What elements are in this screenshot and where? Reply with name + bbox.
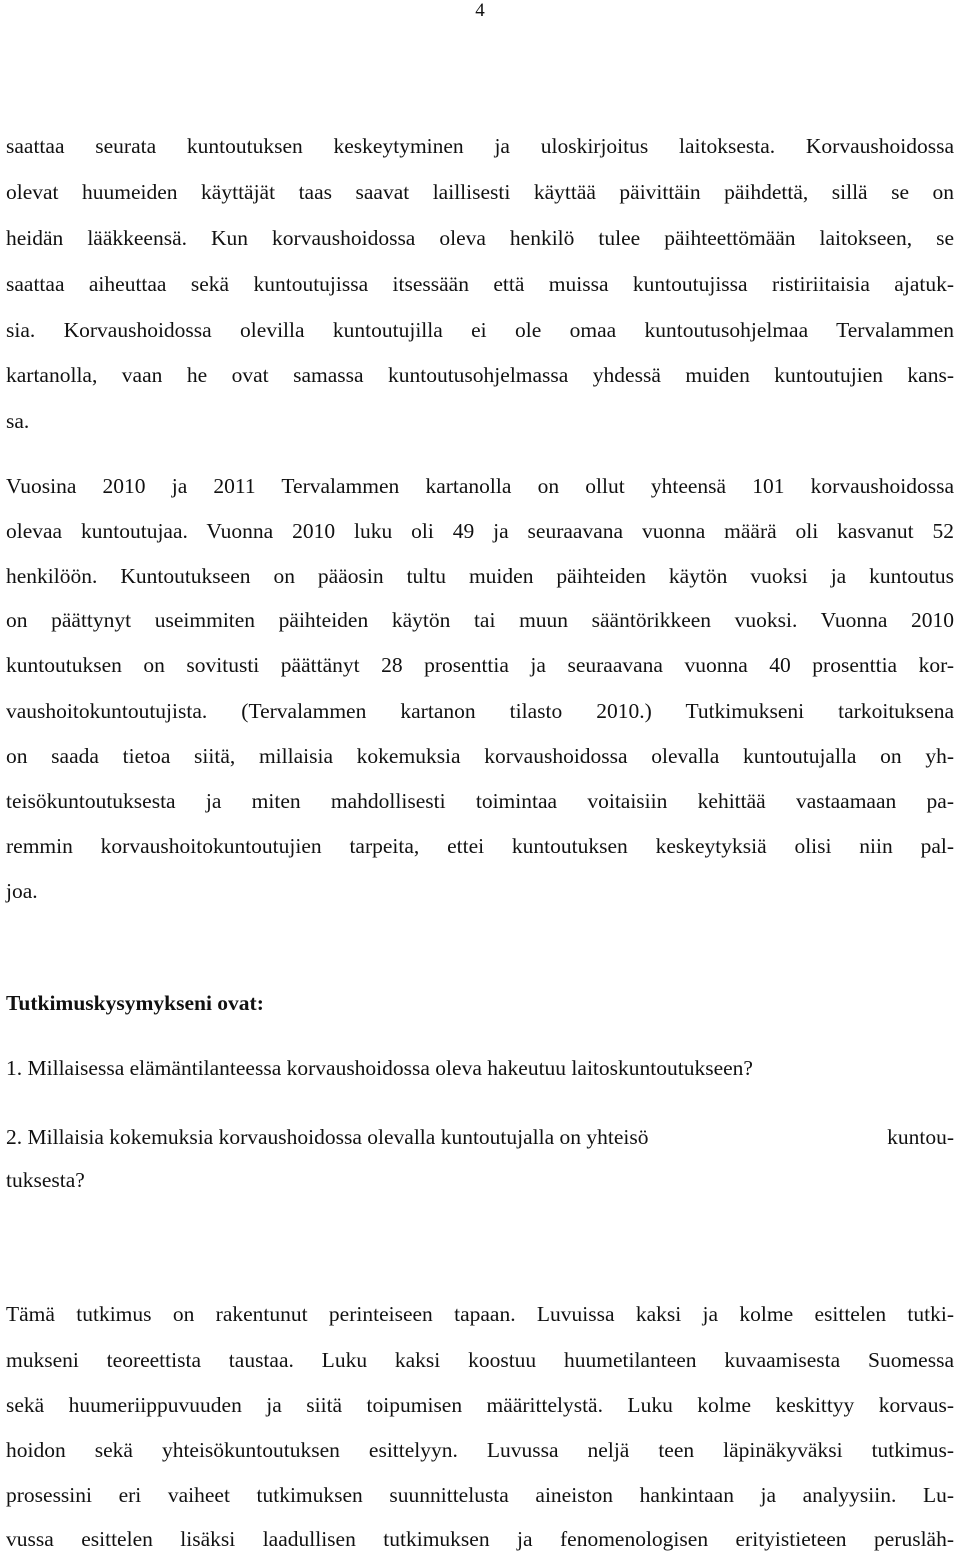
- text-line: vaushoitokuntoutujista. (Tervalammen kartanon tilasto 2010.) Tutkimukseni tarkoituksena: [6, 699, 954, 723]
- text-line: olevaa kuntoutujaa. Vuonna 2010 luku oli 49 ja seuraavana vuonna määrä oli kasvanut 52: [6, 519, 954, 543]
- text-line: sekä huumeriippuvuuden ja siitä toipumisen määrittelystä. Luku kolme keskittyy korvaus-: [6, 1393, 954, 1417]
- question-1: 1. Millaisessa elämäntilanteessa korvaushoidossa oleva hakeutuu laitoskuntoutukseen?: [6, 1056, 753, 1080]
- text-line: vussa esittelen lisäksi laadullisen tutkimuksen ja fenomenologisen erityistieteen perusläh-: [6, 1527, 954, 1551]
- question-2-text: 2. Millaisia kokemuksia korvaushoidossa olevalla kuntoutujalla on yhteisö: [6, 1125, 649, 1149]
- text-line: mukseni teoreettista taustaa. Luku kaksi koostuu huumetilanteen kuvaamisesta Suomessa: [6, 1348, 954, 1372]
- text-line: heidän lääkkeensä. Kun korvaushoidossa oleva henkilö tulee päihteettömään laitokseen, se: [6, 226, 954, 250]
- text-line: sa.: [6, 409, 30, 433]
- text-line: remmin korvaushoitokuntoutujien tarpeita, ettei kuntoutuksen keskeytyksiä olisi niin pal-: [6, 834, 954, 858]
- question-2-hyphenated: kuntou-: [887, 1125, 954, 1149]
- text-line: on saada tietoa siitä, millaisia kokemuksia korvaushoidossa olevalla kuntoutujalla on yh-: [6, 744, 954, 768]
- text-line: on päättynyt useimmiten päihteiden käytön tai muun sääntörikkeen vuoksi. Vuonna 2010: [6, 608, 954, 632]
- text-line: teisökuntoutuksesta ja miten mahdollisesti toimintaa voitaisiin kehittää vastaamaan pa-: [6, 789, 954, 813]
- text-line: saattaa seurata kuntoutuksen keskeytyminen ja uloskirjoitus laitoksesta. Korvaushoidossa: [6, 134, 954, 158]
- question-2-continuation: tuksesta?: [6, 1168, 85, 1192]
- page-number: 4: [475, 0, 485, 21]
- text-line: henkilöön. Kuntoutukseen on pääosin tultu muiden päihteiden käytön vuoksi ja kuntoutus: [6, 564, 954, 588]
- text-line: prosessini eri vaiheet tutkimuksen suunnittelusta aineiston hankintaan ja analyysiin. Lu-: [6, 1483, 954, 1507]
- text-line: kuntoutuksen on sovitusti päättänyt 28 prosenttia ja seuraavana vuonna 40 prosenttia kor-: [6, 653, 954, 677]
- text-line: sia. Korvaushoidossa olevilla kuntoutujilla ei ole omaa kuntoutusohjelmaa Tervalammen: [6, 318, 954, 342]
- text-line: olevat huumeiden käyttäjät taas saavat laillisesti käyttää päivittäin päihdettä, sillä se on: [6, 180, 954, 204]
- text-line: Vuosina 2010 ja 2011 Tervalammen kartanolla on ollut yhteensä 101 korvaushoidossa: [6, 474, 954, 498]
- text-line: Tämä tutkimus on rakentunut perinteiseen tapaan. Luvuissa kaksi ja kolme esittelen tutki-: [6, 1302, 954, 1326]
- text-line: saattaa aiheuttaa sekä kuntoutujissa itsessään että muissa kuntoutujissa ristiriitaisia ajatuk-: [6, 272, 954, 296]
- questions-heading: Tutkimuskysymykseni ovat:: [6, 991, 264, 1015]
- question-2: [6, 1123, 954, 1151]
- text-line: kartanolla, vaan he ovat samassa kuntoutusohjelmassa yhdessä muiden kuntoutujien kans-: [6, 363, 954, 387]
- text-line: joa.: [6, 879, 38, 903]
- text-line: hoidon sekä yhteisökuntoutuksen esittelyyn. Luvussa neljä teen läpinäkyväksi tutkimus-: [6, 1438, 954, 1462]
